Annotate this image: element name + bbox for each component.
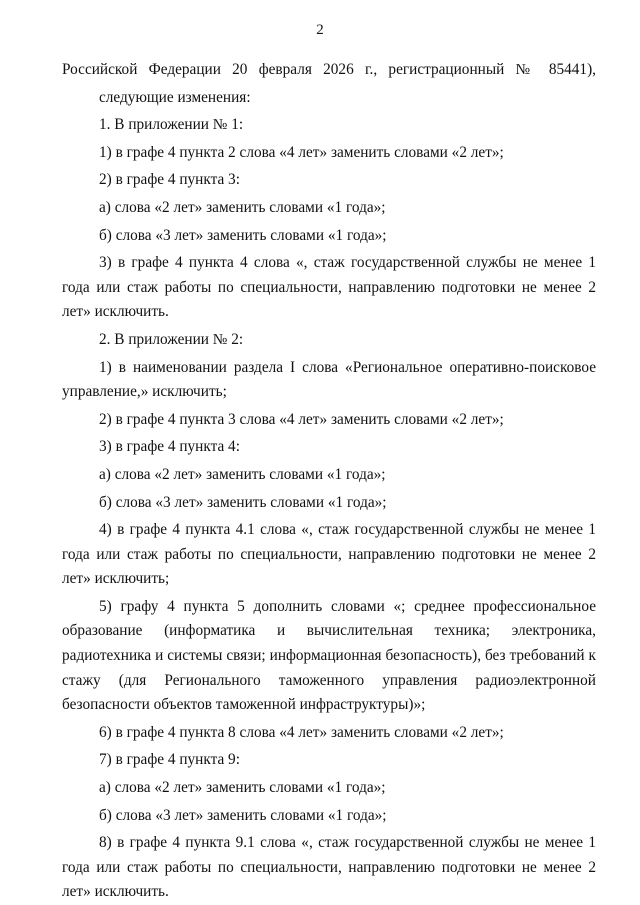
list-item: 1) в графе 4 пункта 2 слова «4 лет» заменить словами «2 лет»; — [99, 143, 504, 161]
document-body — [62, 58, 596, 905]
list-item: б) слова «3 лет» заменить словами «1 года»; — [99, 493, 387, 511]
paragraph-intro: следующие изменения: — [99, 88, 251, 106]
list-item: 5) графу 4 пункта 5 дополнить словами «; среднее профессиональное образование (информатика и вычислительная техника; электроника, радиотехника и системы связи; информационная безопасность), без требований к стажу (для Регионального таможенного управления радиоэлектронной безопасности объектов таможенной инфраструктуры)»; — [62, 597, 596, 714]
list-item: 1) в наименовании раздела I слова «Региональное оперативно-поисковое управление,» исключить; — [62, 358, 596, 401]
list-item: а) слова «2 лет» заменить словами «1 года»; — [99, 779, 386, 797]
list-item: 4) в графе 4 пункта 4.1 слова «, стаж государственной службы не менее 1 года или стаж работы по специальности, направлению подготовки не менее 2 лет» исключить; — [62, 521, 596, 588]
paragraph-continuation: Российской Федерации 20 февраля 2026 г., регистрационный № 85441), — [62, 61, 596, 78]
list-item: а) слова «2 лет» заменить словами «1 года»; — [99, 465, 386, 483]
section-heading-appendix-1: 1. В приложении № 1: — [99, 116, 244, 134]
list-item: 2) в графе 4 пункта 3 слова «4 лет» заменить словами «2 лет»; — [99, 410, 504, 428]
list-item: 2) в графе 4 пункта 3: — [99, 171, 240, 189]
section-heading-appendix-2: 2. В приложении № 2: — [99, 330, 244, 348]
list-item: б) слова «3 лет» заменить словами «1 года»; — [99, 806, 387, 824]
page-number: 2 — [316, 22, 324, 38]
list-item: 3) в графе 4 пункта 4: — [99, 438, 240, 456]
list-item: 7) в графе 4 пункта 9: — [99, 751, 240, 769]
list-item: 6) в графе 4 пункта 8 слова «4 лет» заменить словами «2 лет»; — [99, 723, 504, 741]
list-item: 8) в графе 4 пункта 9.1 слова «, стаж государственной службы не менее 1 года или стаж работы по специальности, направлению подготовки не менее 2 лет» исключить. — [62, 834, 596, 901]
list-item: а) слова «2 лет» заменить словами «1 года»; — [99, 198, 386, 216]
list-item: б) слова «3 лет» заменить словами «1 года»; — [99, 226, 387, 244]
list-item: 3) в графе 4 пункта 4 слова «, стаж государственной службы не менее 1 года или стаж работы по специальности, направлению подготовки не менее 2 лет» исключить. — [62, 254, 596, 321]
